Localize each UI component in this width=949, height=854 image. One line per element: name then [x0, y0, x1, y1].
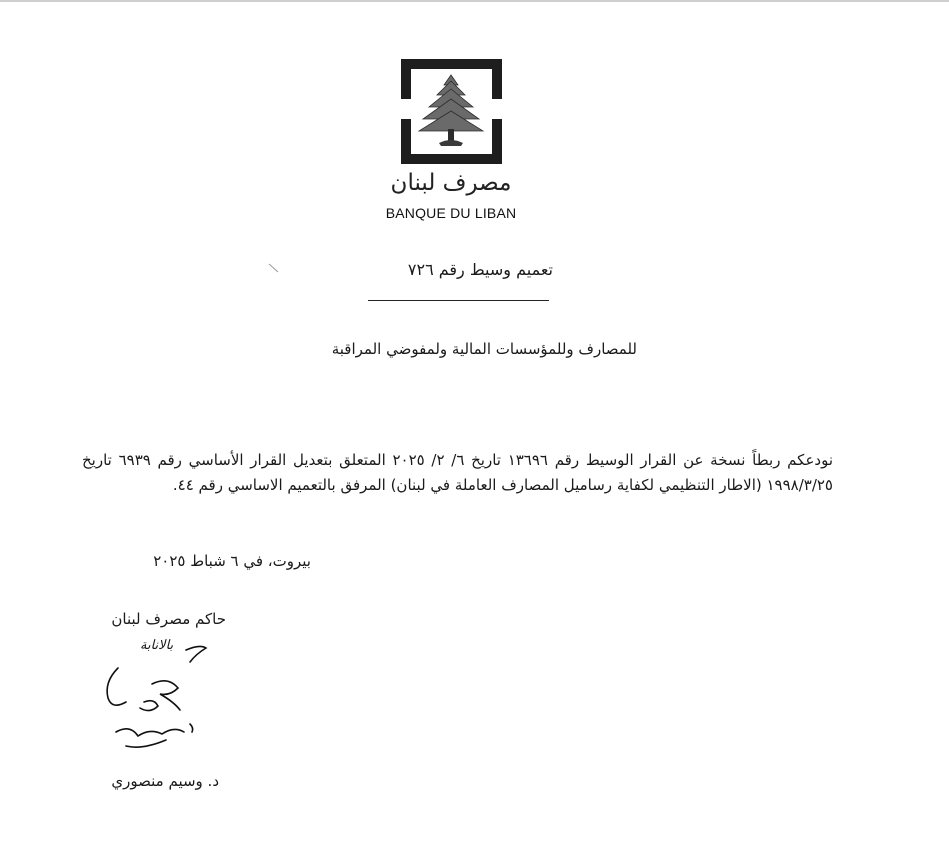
bank-name-arabic: مصرف لبنان — [390, 170, 512, 196]
signature-note: بالانابة — [140, 638, 174, 653]
addressee-line: للمصارف وللمؤسسات المالية ولمفوضي المراقبة — [331, 340, 637, 358]
scan-mark — [268, 262, 280, 274]
bank-name-french: BANQUE DU LIBAN — [385, 205, 517, 221]
title-underline — [368, 300, 549, 301]
body-paragraph: نودعكم ربطاً نسخة عن القرار الوسيط رقم ١٣٦٩٦ تاريخ ٦/ ٢/ ٢٠٢٥ المتعلق بتعديل القرار الأساسي رقم ٦٩٣٩ تاريخ ١٩٩٨/٣/٢٥ (الاطار التنظيمي لكفاية رساميل المصارف العاملة في لبنان) المرفق بالتعميم الاساسي رقم ٤٤. — [82, 451, 834, 494]
signatory-name: د. وسيم منصوري — [111, 772, 219, 790]
signatory-title: حاكم مصرف لبنان — [111, 610, 226, 628]
handwritten-signature — [96, 632, 220, 762]
top-border-line — [0, 0, 949, 2]
circular-title: تعميم وسيط رقم ٧٢٦ — [407, 260, 553, 279]
bank-logo — [401, 59, 502, 164]
date-line: بيروت، في ٦ شباط ٢٠٢٥ — [153, 552, 311, 570]
cedar-tree-icon — [401, 59, 502, 164]
